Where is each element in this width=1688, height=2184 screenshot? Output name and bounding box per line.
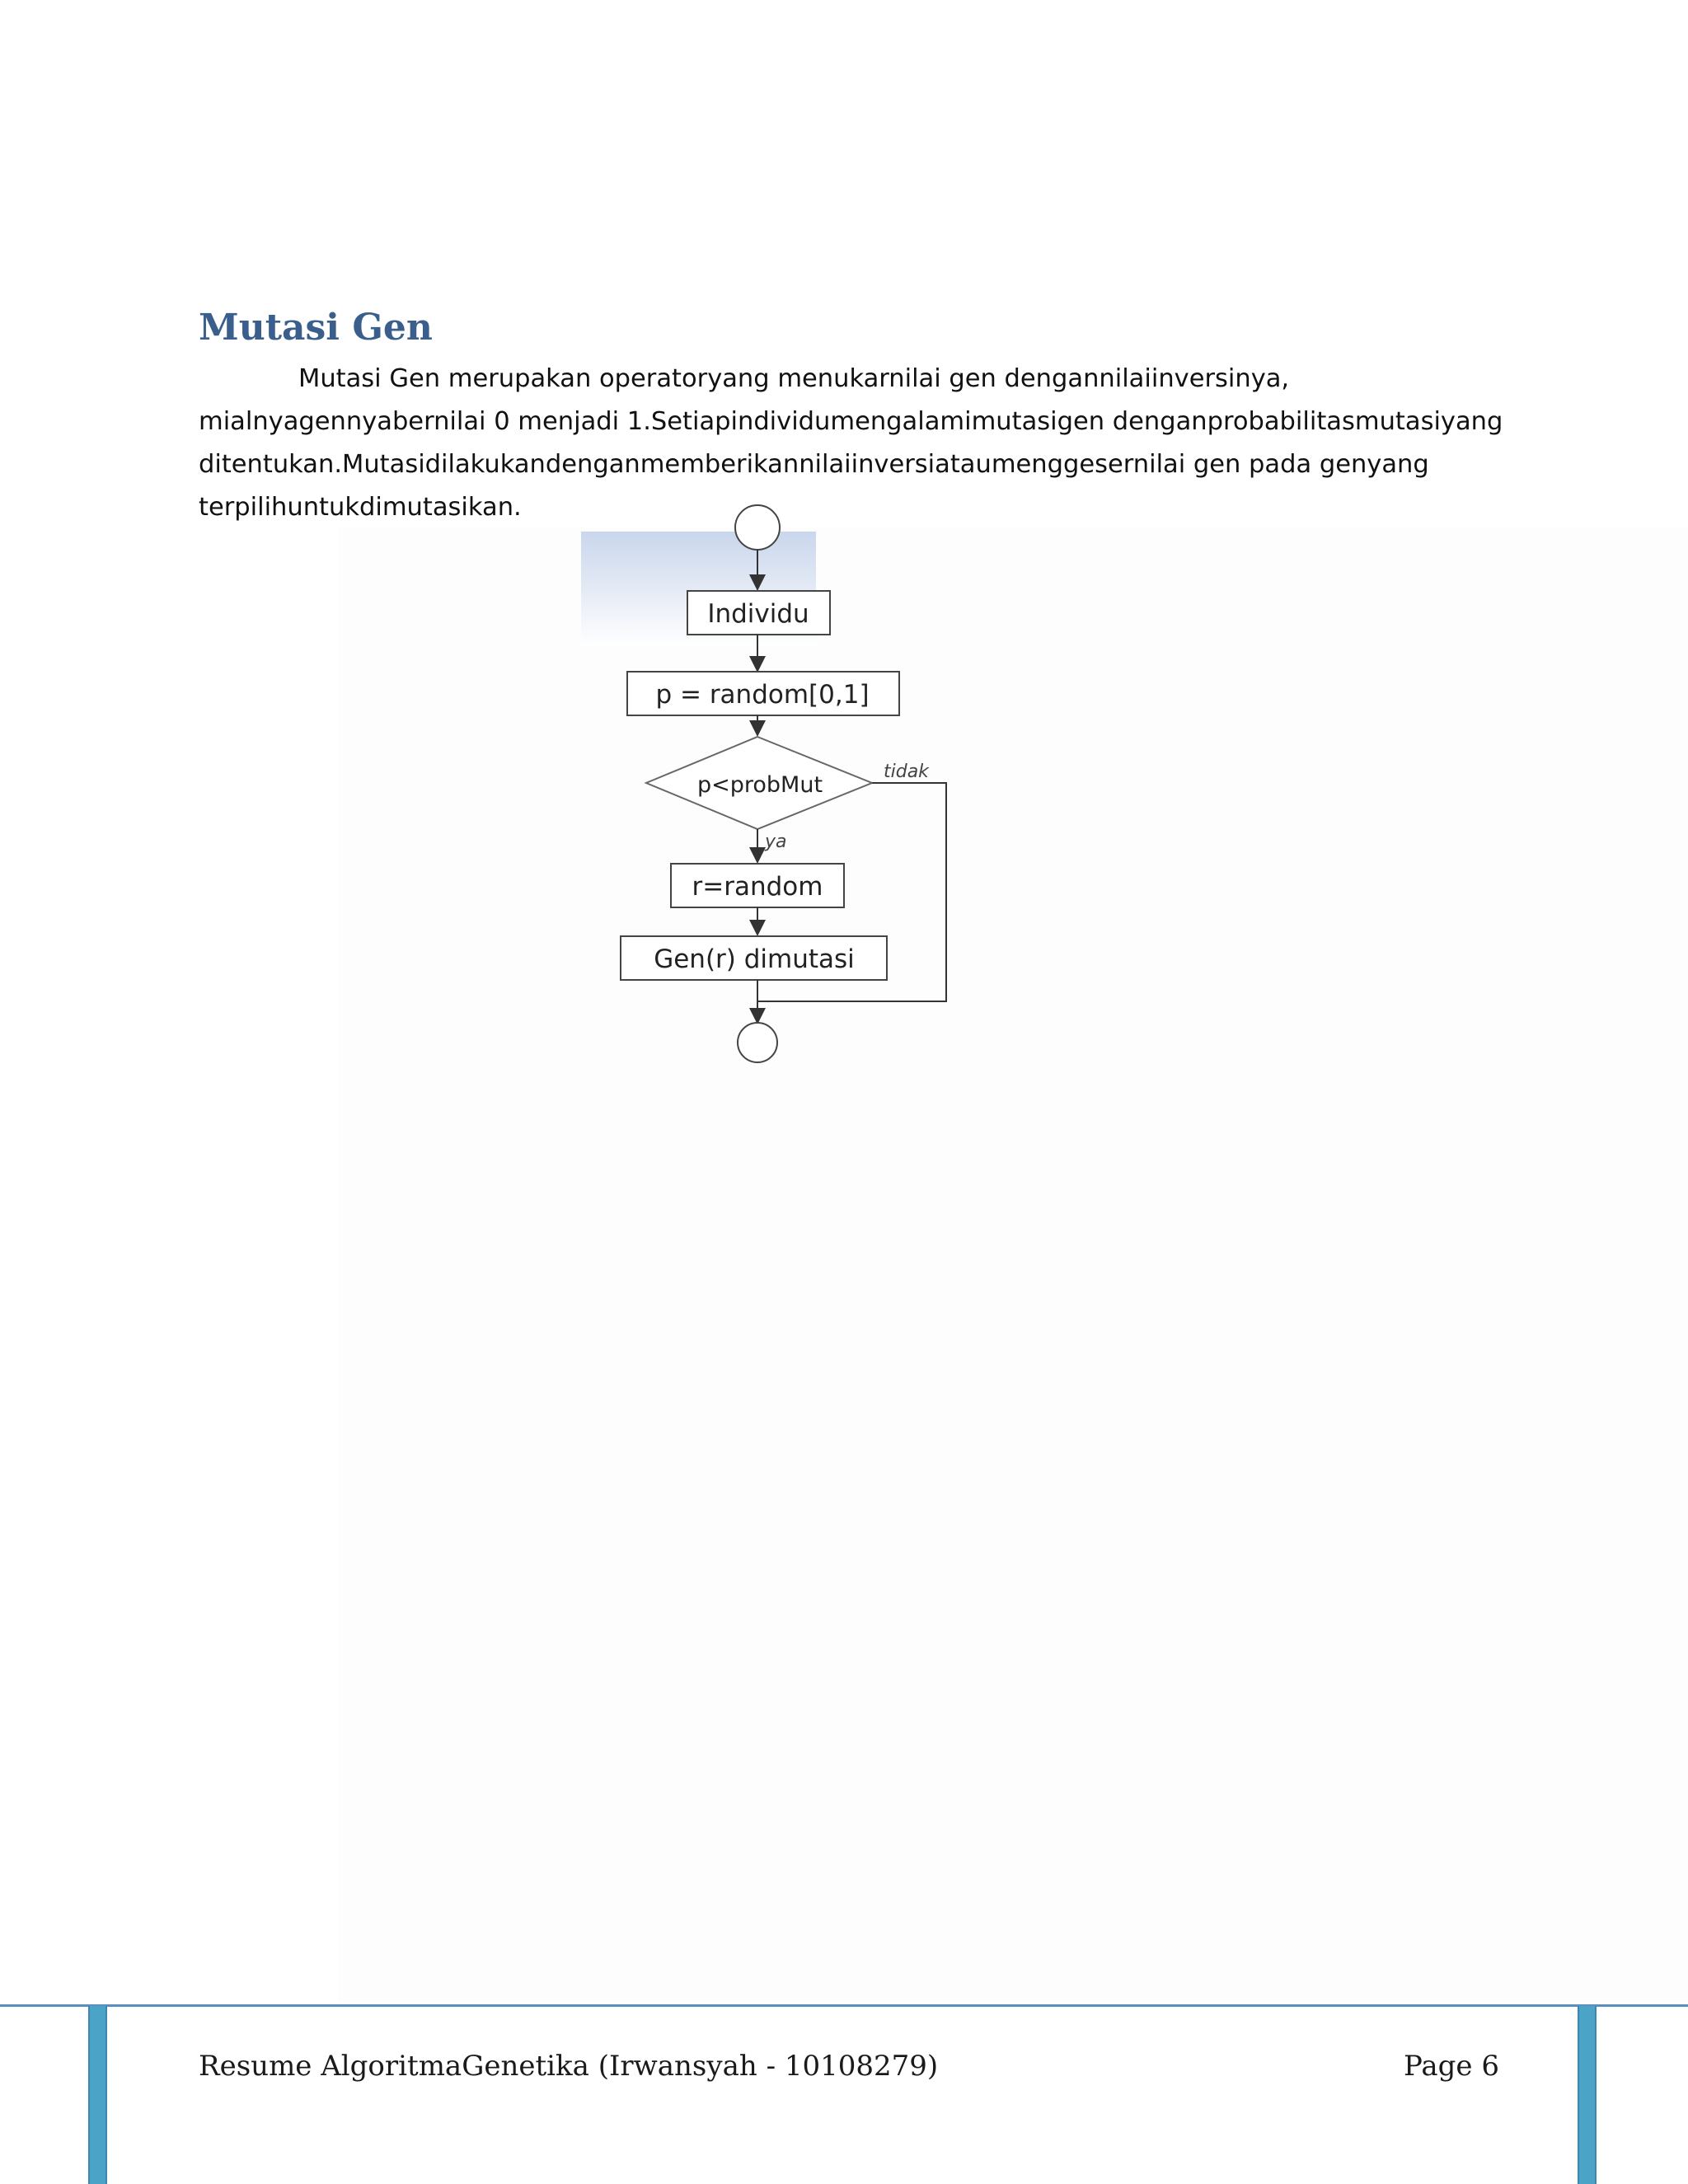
individu-label: Individu <box>707 599 809 629</box>
paragraph-line: Mutasi Gen merupakan operatoryang menukarnilai gen dengannilaiinversinya, <box>298 364 1290 393</box>
decision-label: p<probMut <box>696 772 823 798</box>
mutation-flowchart <box>577 494 1006 1071</box>
end-terminator <box>738 1023 777 1062</box>
branch-no-label: tidak <box>884 762 929 782</box>
footer-rule <box>0 2004 1688 2007</box>
random-r-label: r=random <box>692 872 823 902</box>
mutate-label: Gen(r) dimutasi <box>654 944 855 974</box>
branch-yes-label: ya <box>765 832 787 852</box>
random-p-label: p = random[0,1] <box>655 680 870 710</box>
footer-left-bar <box>88 2006 107 2184</box>
paragraph-line: terpilihuntukdimutasikan. <box>199 493 522 522</box>
start-terminator <box>735 505 780 550</box>
paragraph-line: ditentukan.Mutasidilakukandenganmemberikannilaiinversiataumenggesernilai gen pada genyang <box>199 450 1429 479</box>
paragraph-line: mialnyagennyabernilai 0 menjadi 1.Setiapindividumengalamimutasigen denganprobabilitasmutasiyang <box>199 407 1503 436</box>
footer-title: Resume AlgoritmaGenetika (Irwansyah - 10108279) <box>199 2050 939 2083</box>
page-number: Page 6 <box>1404 2050 1499 2083</box>
footer-right-bar <box>1578 2006 1597 2184</box>
section-heading: Mutasi Gen <box>199 307 433 349</box>
page-background-tint <box>338 527 1688 2003</box>
